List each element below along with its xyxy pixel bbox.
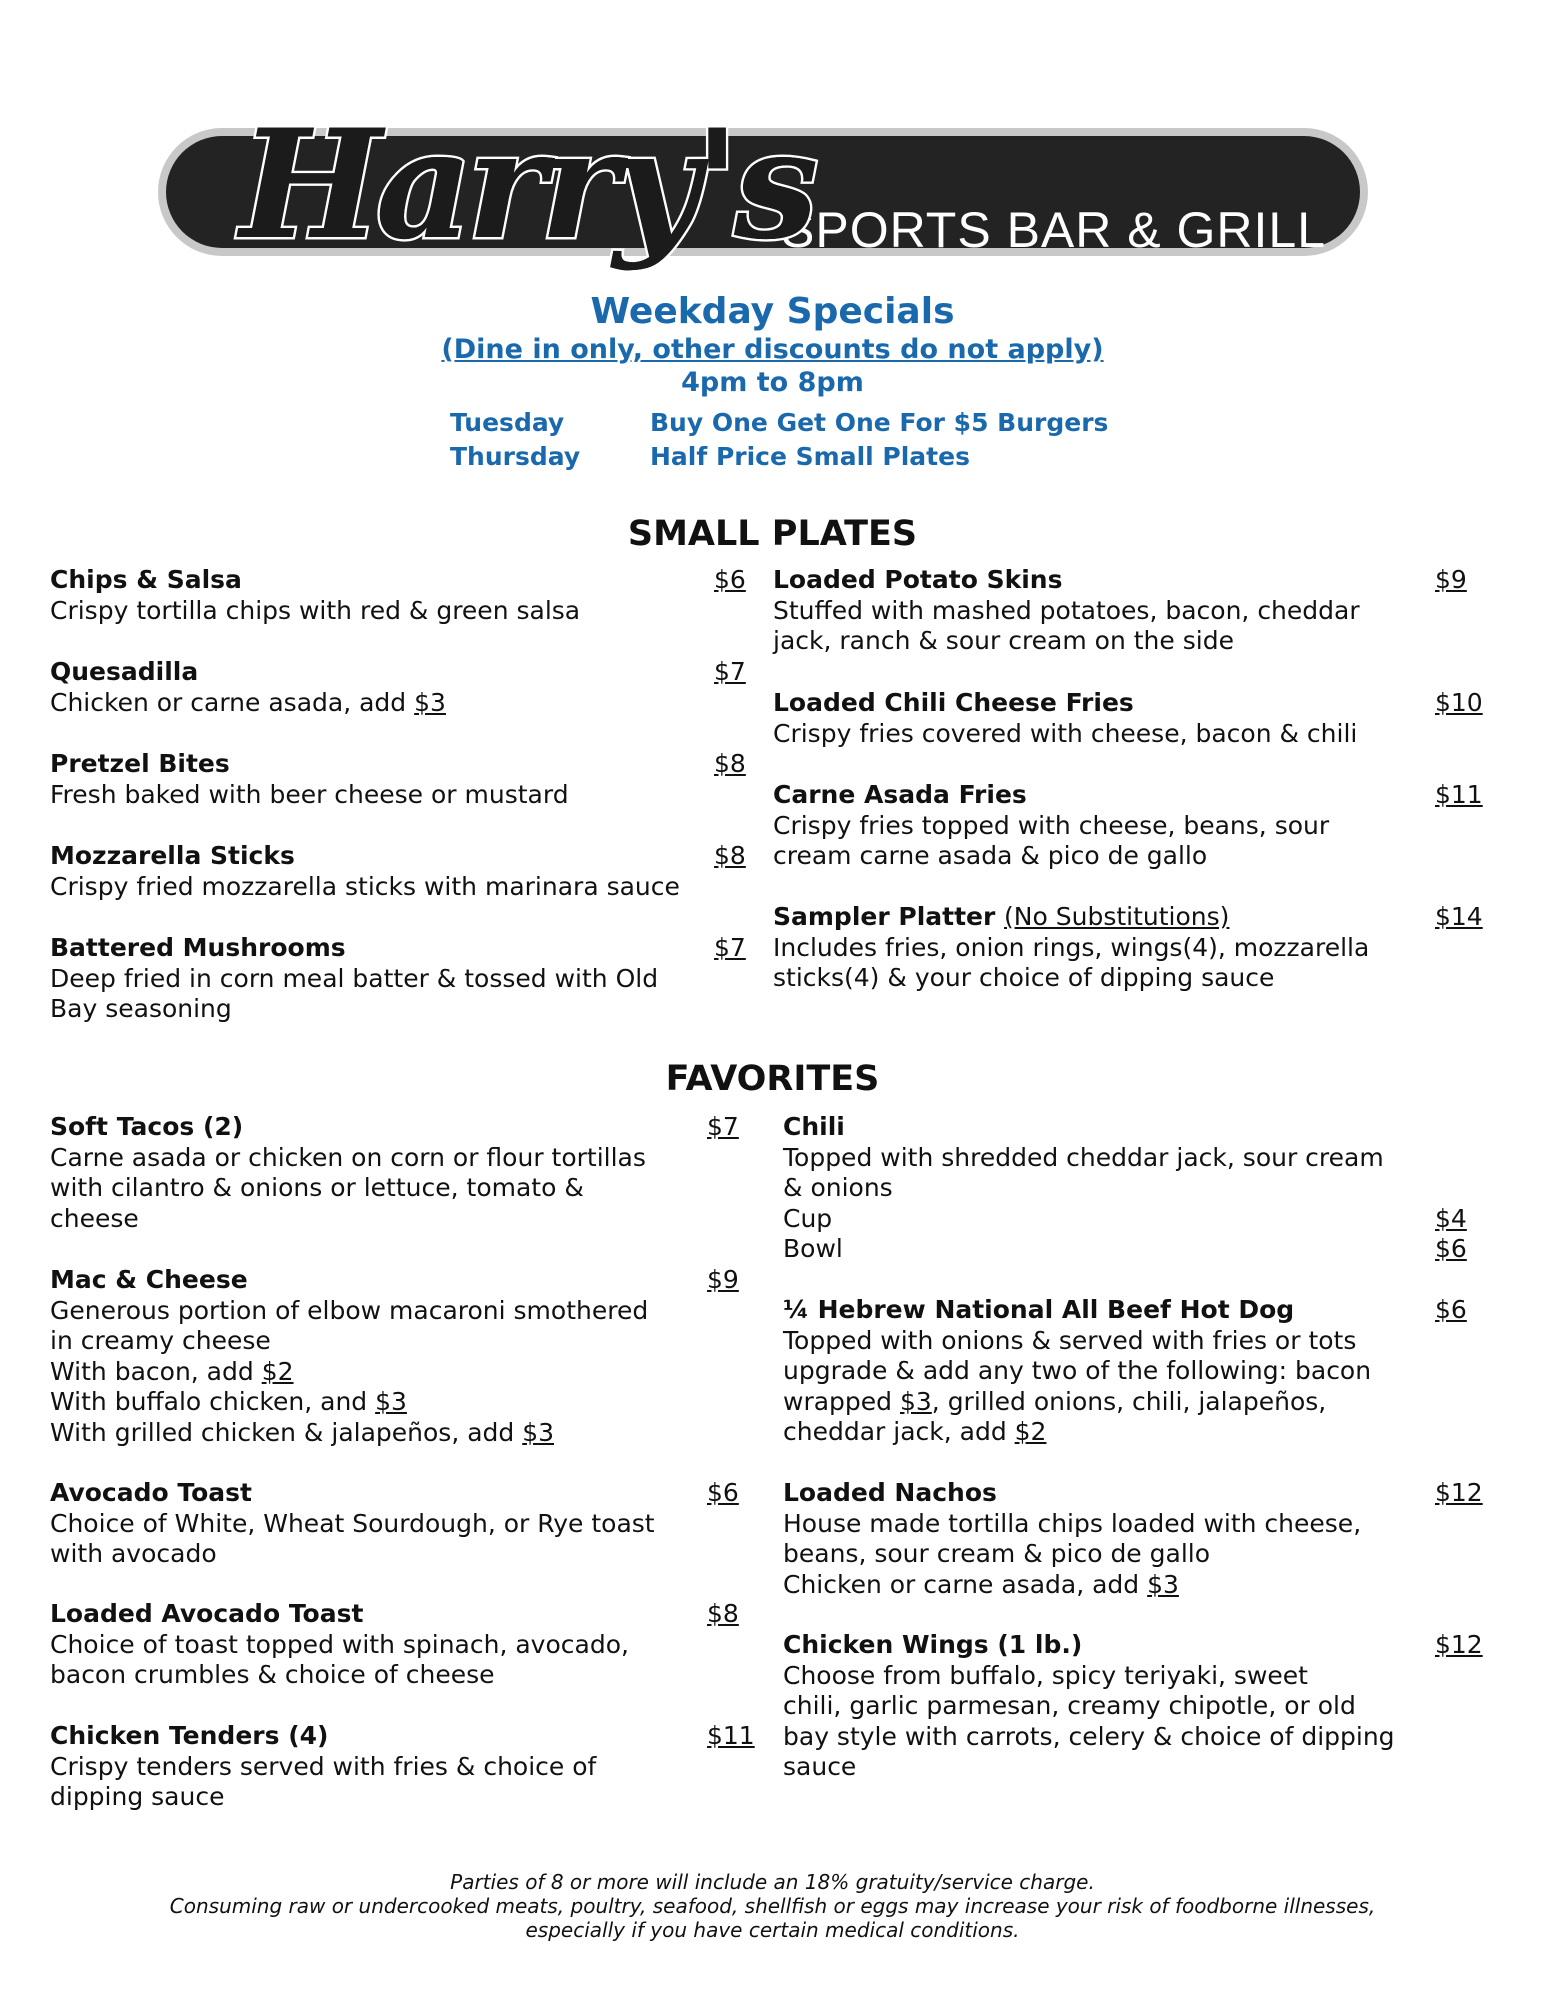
item-price: $8 [714, 749, 746, 778]
size-row-cup: Cup $4 [783, 1203, 1467, 1233]
menu-item-loaded-chili-cheese-fries [773, 688, 1493, 749]
item-price: $12 [1435, 1478, 1483, 1507]
item-price: $6 [707, 1478, 739, 1507]
item-name: Loaded Avocado Toast [50, 1599, 364, 1628]
menu-item-hot-dog [783, 1295, 1493, 1448]
footer-warning-cont: especially if you have certain medical conditions. [525, 1918, 1020, 1942]
special-deal: Half Price Small Plates [650, 442, 970, 471]
item-description: Chicken or carne asada, add $3 [50, 687, 446, 717]
item-description: Stuffed with mashed potatoes, bacon, cheddar jack, ranch & sour cream on the side [773, 595, 1360, 655]
menu-item-sampler-platter [773, 902, 1493, 994]
item-price: $8 [714, 841, 746, 870]
section-title-small-plates: SMALL PLATES [627, 514, 918, 554]
item-description: Crispy fried mozzarella sticks with marinara sauce [50, 871, 680, 901]
menu-item-chips-salsa [50, 565, 750, 626]
item-name: Avocado Toast [50, 1478, 253, 1507]
add-on-price: $3 [1147, 1569, 1179, 1599]
item-price: $10 [1435, 688, 1483, 717]
logo [150, 97, 1375, 273]
item-description: House made tortilla chips loaded with cheese, beans, sour cream & pico de gallo [783, 1508, 1362, 1568]
item-description: Topped with shredded cheddar jack, sour cream & onions [783, 1142, 1384, 1202]
add-on-line: With buffalo chicken, and $3 [50, 1387, 407, 1416]
menu-item-battered-mushrooms [50, 933, 750, 1025]
item-name: Mozzarella Sticks [50, 841, 295, 870]
menu-item-chili [783, 1112, 1493, 1265]
menu-item-soft-tacos [50, 1112, 750, 1234]
item-description: Choose from buffalo, spicy teriyaki, sweet chili, garlic parmesan, creamy chipotle, or old bay style with carrots, celery & choice of dipping sauce [783, 1660, 1395, 1781]
item-description: Includes fries, onion rings, wings(4), mozzarella sticks(4) & your choice of dipping sauce [773, 932, 1370, 992]
footer-disclaimer [0, 1870, 1545, 1942]
size-price: $4 [1435, 1203, 1467, 1233]
item-description: Fresh baked with beer cheese or mustard [50, 779, 569, 809]
item-name: Soft Tacos (2) [50, 1112, 244, 1141]
menu-item-loaded-nachos [783, 1478, 1493, 1600]
item-description: Generous portion of elbow macaroni smothered in creamy cheese [50, 1295, 649, 1355]
special-deal: Buy One Get One For $5 Burgers [650, 408, 1109, 437]
footer-warning: Consuming raw or undercooked meats, poultry, seafood, shellfish or eggs may increase your risk of foodborne illnesses, [169, 1894, 1376, 1918]
add-on-price: $3 [375, 1387, 407, 1416]
item-name: Battered Mushrooms [50, 933, 346, 962]
item-description: Crispy fries topped with cheese, beans, sour cream carne asada & pico de gallo [773, 810, 1330, 870]
item-description: Choice of White, Wheat Sourdough, or Rye toast with avocado [50, 1508, 655, 1568]
add-on-price: $3 [522, 1417, 555, 1447]
item-name: Chips & Salsa [50, 565, 242, 594]
item-description: Crispy tortilla chips with red & green salsa [50, 595, 581, 625]
menu-item-chicken-wings [783, 1630, 1493, 1783]
item-price: $8 [707, 1599, 739, 1628]
item-price: $11 [707, 1721, 755, 1750]
item-name: ¼ Hebrew National All Beef Hot Dog [783, 1295, 1295, 1324]
item-name: Chicken Wings (1 lb.) [783, 1630, 1083, 1659]
item-price: $6 [714, 565, 746, 594]
specials-title: Weekday Specials [590, 291, 955, 332]
specials-time: 4pm to 8pm [681, 367, 864, 398]
add-on-price: $3 [414, 687, 446, 717]
menu-item-carne-asada-fries [773, 780, 1493, 872]
logo-script-name: Harry's [240, 97, 813, 273]
item-description: Topped with onions & served with fries or tots upgrade & add any two of the following: bacon wrapped $3, grilled onions, chili, jalapeños, cheddar jack, add $2 [783, 1325, 1372, 1446]
item-name: Sampler Platter (No Substitutions) [773, 902, 1230, 931]
menu-item-chicken-tenders [50, 1721, 770, 1813]
item-description: Deep fried in corn meal batter & tossed with Old Bay seasoning [50, 963, 659, 1023]
add-on-price: $2 [261, 1356, 294, 1386]
item-price: $12 [1435, 1630, 1483, 1659]
size-row-bowl: Bowl $6 [783, 1234, 1467, 1263]
item-name: Loaded Potato Skins [773, 565, 1063, 594]
menu-item-quesadilla [50, 657, 750, 718]
add-on-line: With grilled chicken & jalapeños, add $3 [50, 1417, 555, 1447]
item-name: Carne Asada Fries [773, 780, 1027, 809]
item-description: Crispy fries covered with cheese, bacon & chili [773, 718, 1358, 748]
menu-item-mac-cheese [50, 1265, 750, 1448]
add-on-price: $3 [899, 1386, 932, 1416]
logo-tagline: SPORTS BAR & GRILL [781, 202, 1327, 258]
item-price: $14 [1435, 902, 1483, 931]
size-price: $6 [1435, 1234, 1467, 1263]
item-note: (No Substitutions) [1004, 902, 1230, 931]
item-price: $7 [714, 657, 746, 686]
item-description: Crispy tenders served with fries & choice of dipping sauce [50, 1751, 597, 1811]
item-price: $9 [1435, 565, 1467, 594]
footer-gratuity: Parties of 8 or more will include an 18% gratuity/service charge. [450, 1870, 1095, 1894]
menu-item-pretzel-bites [50, 749, 750, 810]
menu-item-loaded-potato-skins [773, 565, 1493, 657]
item-name: Loaded Chili Cheese Fries [773, 688, 1134, 717]
item-name: Mac & Cheese [50, 1265, 248, 1294]
menu-item-avocado-toast [50, 1478, 750, 1570]
item-name: Loaded Nachos [783, 1478, 997, 1507]
special-day: Thursday [450, 442, 581, 471]
add-on-line: Chicken or carne asada, add $3 [783, 1569, 1179, 1599]
item-price: $7 [707, 1112, 739, 1141]
item-price: $11 [1435, 780, 1483, 809]
item-name: Quesadilla [50, 657, 199, 686]
item-name: Chili [783, 1112, 845, 1141]
item-description: Carne asada or chicken on corn or flour tortillas with cilantro & onions or lettuce, tomato & cheese [50, 1142, 646, 1233]
item-price: $7 [714, 933, 746, 962]
section-title-favorites: FAVORITES [665, 1059, 880, 1099]
item-name: Pretzel Bites [50, 749, 230, 778]
add-on-price: $2 [1014, 1417, 1047, 1446]
specials-note: (Dine in only, other discounts do not apply) [441, 334, 1104, 365]
special-day: Tuesday [450, 408, 565, 437]
item-name: Chicken Tenders (4) [50, 1721, 329, 1750]
item-description: Choice of toast topped with spinach, avocado, bacon crumbles & choice of cheese [50, 1629, 629, 1689]
menu-item-loaded-avocado-toast [50, 1599, 750, 1691]
menu-item-mozzarella-sticks [50, 841, 750, 902]
item-price: $6 [1435, 1295, 1467, 1324]
item-price: $9 [707, 1265, 739, 1294]
add-on-line: With bacon, add $2 [50, 1356, 294, 1386]
